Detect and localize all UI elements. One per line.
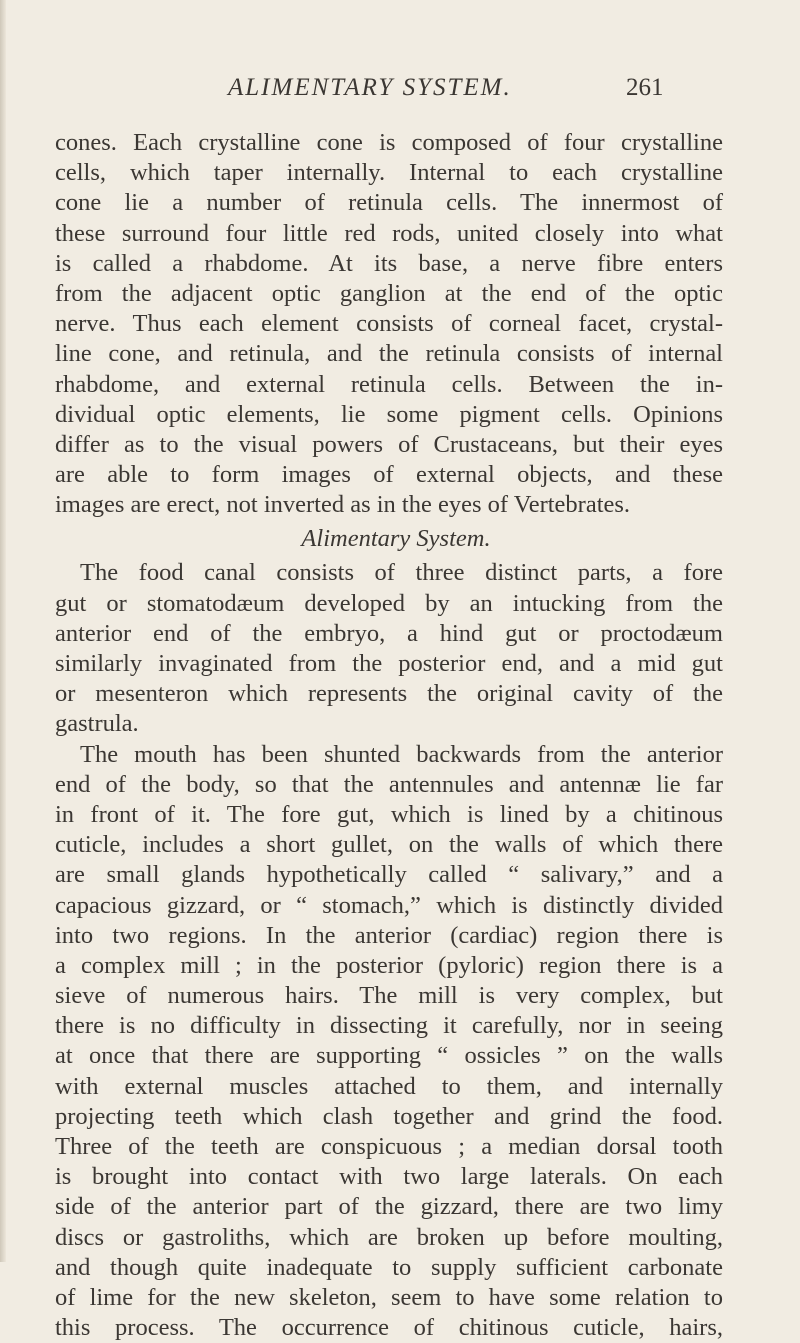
text-line: into two regions. In the anterior (cardiac) region there is: [55, 921, 723, 949]
text-line: Three of the teeth are conspicuous ; a median dorsal tooth: [55, 1133, 723, 1160]
text-line: cones. Each crystalline cone is composed of four crystalline: [55, 129, 723, 156]
running-head: [0, 72, 800, 106]
text-line: similarly invaginated from the posterior end, and a mid gut: [55, 650, 723, 677]
paragraph-food-canal: [55, 558, 723, 739]
section-heading: Alimentary System.: [301, 525, 491, 553]
text-line: differ as to the visual powers of Crustaceans, but their eyes: [55, 430, 723, 458]
text-line: line cone, and retinula, and the retinula consists of internal: [55, 340, 723, 368]
text-line: from the adjacent optic ganglion at the end of the optic: [55, 279, 723, 307]
text-line: or mesenteron which represents the original cavity of the: [55, 680, 723, 708]
text-line: rhabdome, and external retinula cells. Between the in-: [55, 370, 723, 398]
text-line: capacious gizzard, or “ stomach,” which is distinctly divided: [55, 891, 723, 919]
paragraph-mouth-gizzard: [55, 740, 723, 1343]
text-line: sieve of numerous hairs. The mill is very complex, but: [55, 982, 723, 1010]
text-line: projecting teeth which clash together and grind the food.: [55, 1102, 723, 1130]
text-line: are able to form images of external objects, and these: [55, 461, 723, 489]
text-line: discs or gastroliths, which are broken up before moulting,: [55, 1223, 723, 1251]
text-line: in front of it. The fore gut, which is lined by a chitinous: [55, 800, 723, 828]
text-line: gut or stomatodæum developed by an intucking from the: [55, 589, 723, 617]
text-line: end of the body, so that the antennules and antennæ lie far: [55, 770, 723, 798]
text-line: cone lie a number of retinula cells. The innermost of: [55, 189, 723, 217]
running-title: ALIMENTARY SYSTEM.: [228, 74, 512, 101]
text-line: this process. The occurrence of chitinous cuticle, hairs,: [55, 1314, 723, 1342]
text-line: dividual optic elements, lie some pigment cells. Opinions: [55, 400, 723, 428]
text-line: nerve. Thus each element consists of corneal facet, crystal-: [55, 310, 723, 338]
text-line: these surround four little red rods, united closely into what: [55, 219, 723, 247]
text-line: are small glands hypothetically called “ salivary,” and a: [55, 861, 723, 889]
page-edge-shadow: [0, 0, 6, 1262]
text-line: The mouth has been shunted backwards from the anterior: [80, 740, 723, 768]
text-line: is called a rhabdome. At its base, a nerve fibre enters: [55, 249, 723, 277]
text-line: cuticle, includes a short gullet, on the walls of which there: [55, 831, 723, 859]
paragraph-eye-structure: [55, 128, 723, 520]
text-line: there is no difficulty in dissecting it carefully, nor in seeing: [55, 1012, 723, 1040]
body-text: [55, 128, 723, 1343]
text-line: images are erect, not inverted as in the eyes of Vertebrates.: [55, 491, 631, 519]
text-line: is brought into contact with two large laterals. On each: [55, 1163, 723, 1191]
text-line: cells, which taper internally. Internal to each crystalline: [55, 159, 723, 187]
text-line: with external muscles attached to them, and internally: [55, 1072, 723, 1100]
text-line: anterior end of the embryo, a hind gut or proctodæum: [55, 619, 723, 647]
text-line: a complex mill ; in the posterior (pyloric) region there is a: [55, 951, 723, 979]
text-line: The food canal consists of three distinct parts, a fore: [80, 559, 723, 587]
text-line: gastrula.: [55, 710, 139, 738]
text-line: and though quite inadequate to supply sufficient carbonate: [55, 1253, 723, 1281]
text-line: side of the anterior part of the gizzard, there are two limy: [55, 1193, 723, 1221]
page-number: 261: [626, 74, 664, 101]
text-line: of lime for the new skeleton, seem to have some relation to: [55, 1283, 723, 1311]
text-line: at once that there are supporting “ ossicles ” on the walls: [55, 1042, 723, 1070]
